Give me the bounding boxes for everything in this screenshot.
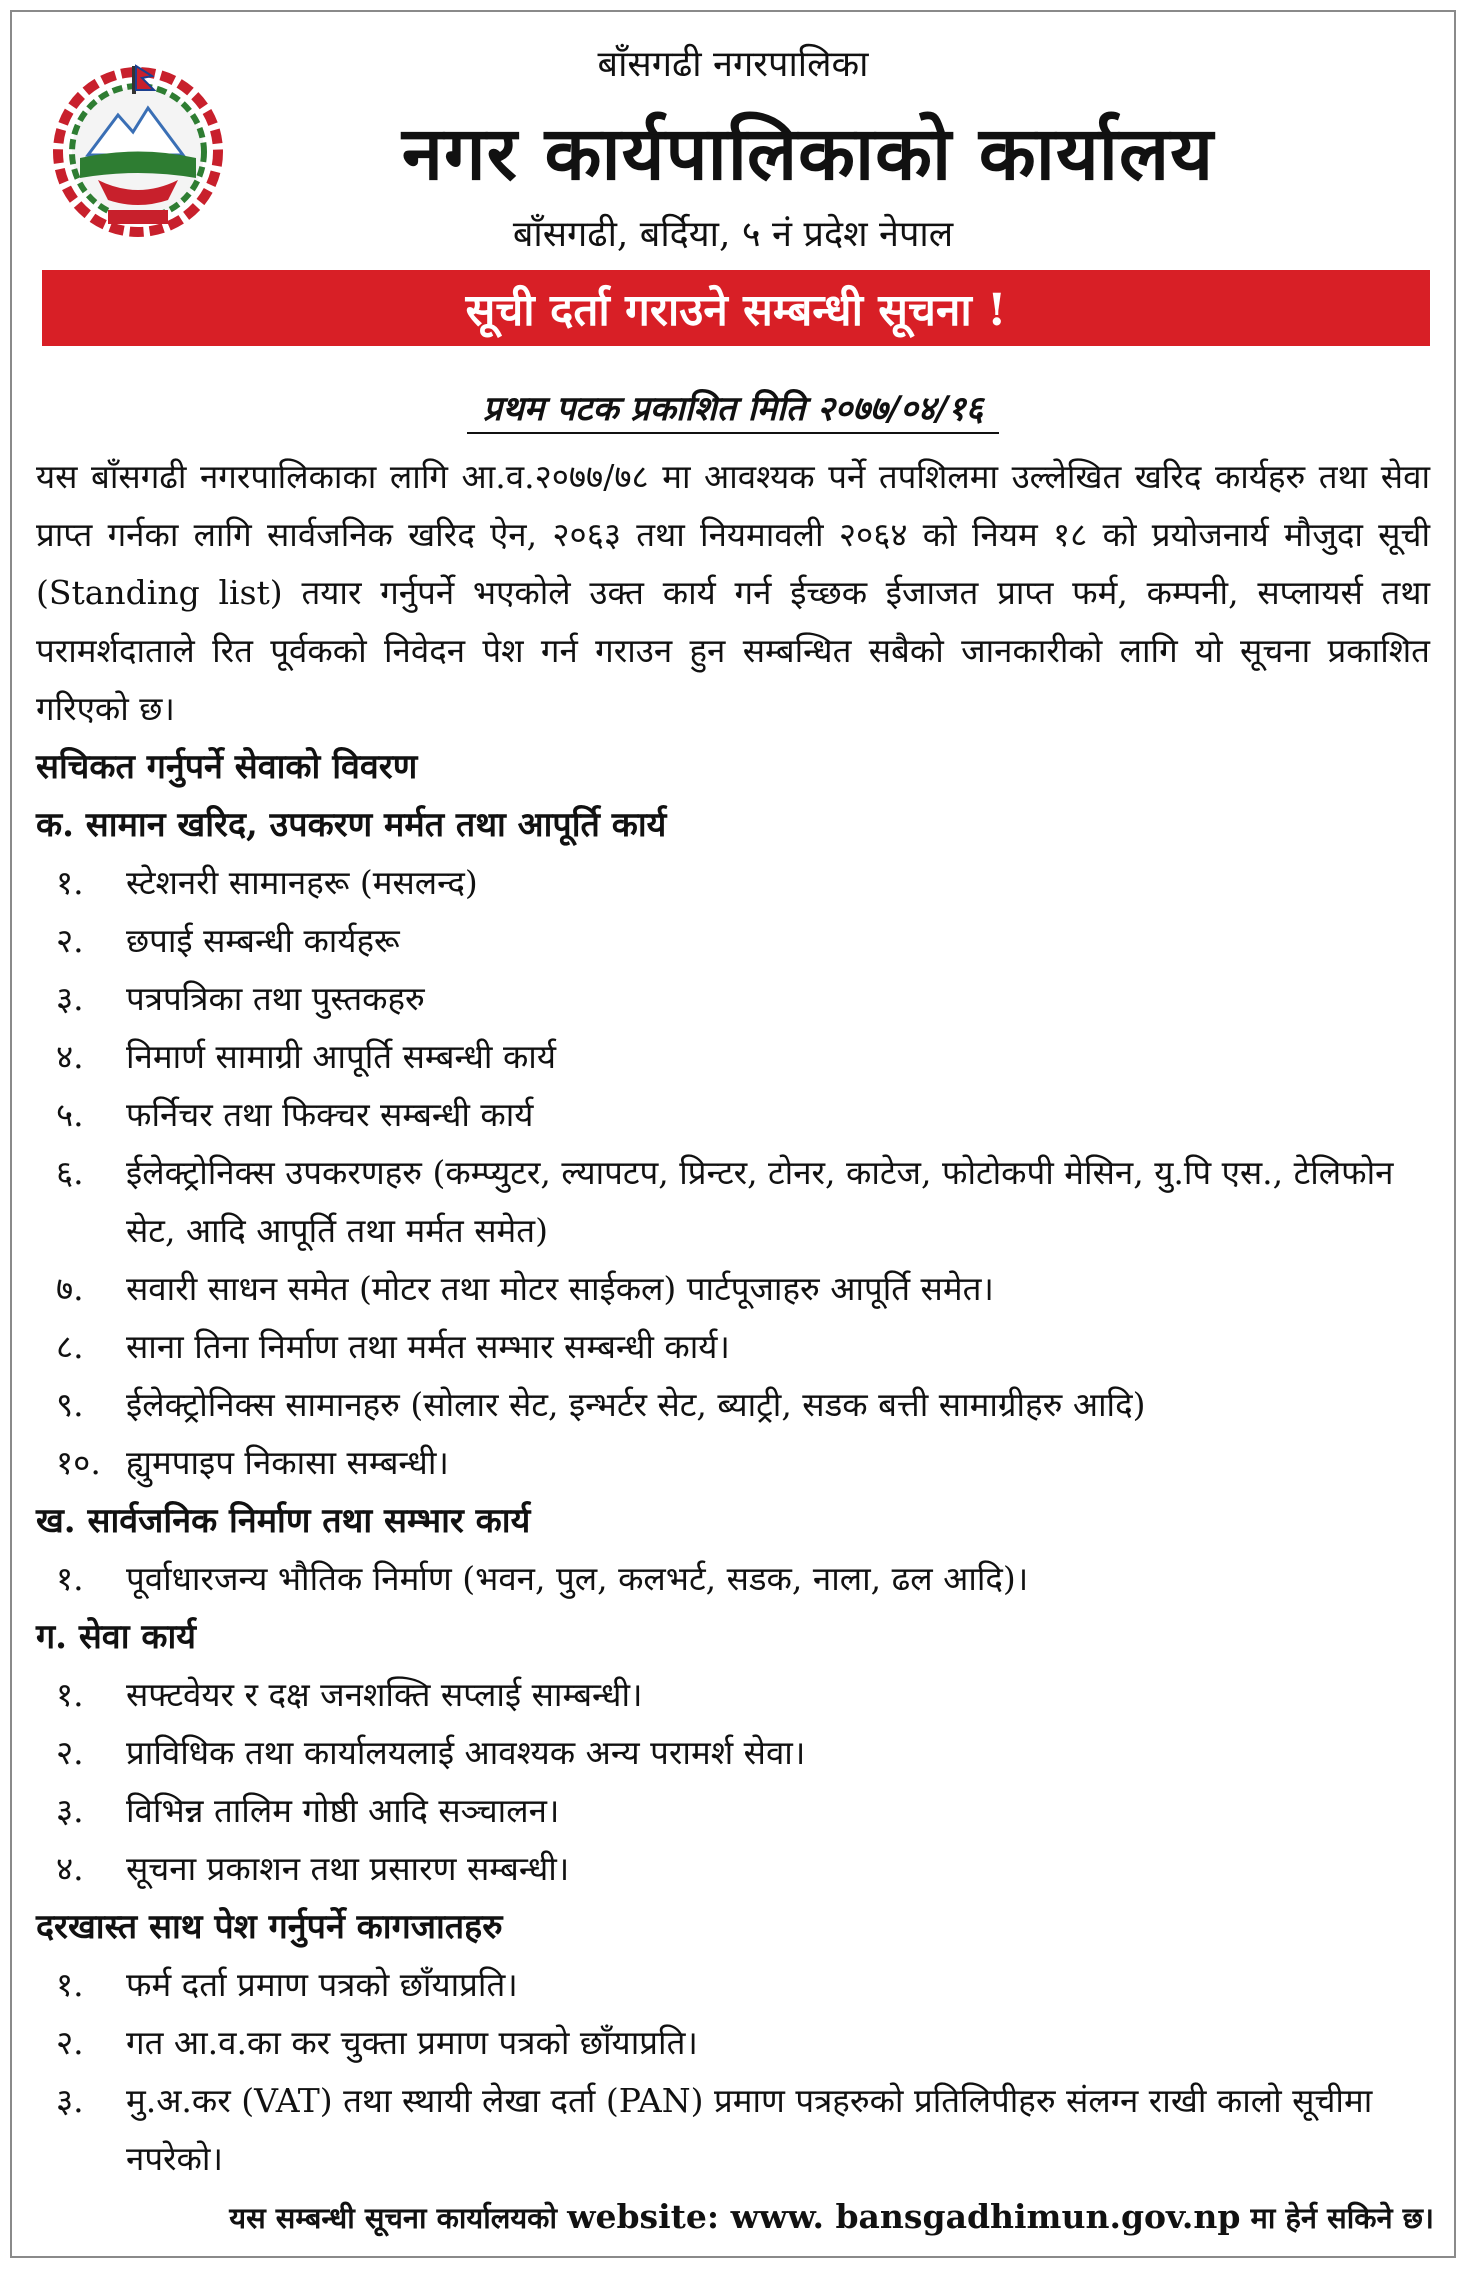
item-number: १.	[56, 1965, 84, 2004]
item-number: ३.	[56, 979, 84, 1018]
section-kha-list	[36, 1550, 1430, 1608]
list-item	[36, 1782, 1430, 1840]
list-item	[36, 1956, 1430, 2014]
list-item	[36, 1144, 1430, 1260]
list-item	[36, 1724, 1430, 1782]
item-text: पूर्वाधारजन्य भौतिक निर्माण (भवन, पुल, कलभर्ट, सडक, नाला, ढल आदि)।	[126, 1559, 1029, 1598]
item-text: पत्रपत्रिका तथा पुस्तकहरु	[126, 979, 425, 1018]
section-ga-list	[36, 1666, 1430, 1898]
list-item	[36, 1434, 1430, 1492]
item-number: २.	[56, 921, 84, 960]
municipality-name: बाँसगढी नगरपालिका	[597, 44, 869, 85]
list-item	[36, 1840, 1430, 1898]
list-item	[36, 912, 1430, 970]
item-number: १.	[56, 863, 84, 902]
publication-date	[12, 384, 1454, 434]
item-number: २.	[56, 1733, 84, 1772]
section-ga-title: ग. सेवा कार्य	[36, 1617, 196, 1657]
item-text: ईलेक्ट्रोनिक्स उपकरणहरु (कम्प्युटर, ल्यापटप, प्रिन्टर, टोनर, काटेज, फोटोकपी मेसिन, यु.पि एस., टेलिफोन सेट, आदि आपूर्ति तथा मर्मत समेत)	[126, 1153, 1394, 1250]
item-text: सवारी साधन समेत (मोटर तथा मोटर साईकल) पार्टपूजाहरु आपूर्ति समेत।	[126, 1269, 994, 1308]
list-item	[36, 1260, 1430, 1318]
list-item	[36, 854, 1430, 912]
item-number: ६.	[56, 1153, 84, 1192]
office-title: नगर कार्यपालिकाको कार्यालय	[401, 111, 1215, 197]
list-item	[36, 1666, 1430, 1724]
item-number: १.	[56, 1559, 84, 1598]
item-number: ४.	[56, 1037, 84, 1076]
item-number: १.	[56, 1675, 84, 1714]
documents-list	[36, 1956, 1430, 2188]
item-number: ३.	[56, 1791, 84, 1830]
office-address: बाँसगढी, बर्दिया, ५ नं प्रदेश नेपाल	[512, 214, 954, 255]
documents-title: दरखास्त साथ पेश गर्नुपर्ने कागजातहरु	[36, 1907, 503, 1947]
list-item	[36, 1086, 1430, 1144]
list-item	[36, 1550, 1430, 1608]
item-number: ८.	[56, 1327, 84, 1366]
item-text: साना तिना निर्माण तथा मर्मत सम्भार सम्बन्धी कार्य।	[126, 1327, 730, 1366]
item-text: गत आ.व.का कर चुक्ता प्रमाण पत्रको छाँयाप्रति।	[126, 2023, 698, 2062]
item-text: ईलेक्ट्रोनिक्स सामानहरु (सोलार सेट, इन्भर्टर सेट, ब्याट्री, सडक बत्ती सामाग्रीहरु आदि)	[126, 1385, 1146, 1424]
section-ka-list	[36, 854, 1430, 1492]
section-kha-title: ख. सार्वजनिक निर्माण तथा सम्भार कार्य	[36, 1501, 531, 1541]
list-item	[36, 2072, 1430, 2188]
item-number: ९.	[56, 1385, 84, 1424]
item-number: २.	[56, 2023, 84, 2062]
item-text: मु.अ.कर (VAT) तथा स्थायी लेखा दर्ता (PAN) प्रमाण पत्रहरुको प्रतिलिपीहरु संलग्न राखी कालो सूचीमा नपरेको।	[126, 2081, 1373, 2178]
list-item	[36, 1028, 1430, 1086]
item-text: ह्युमपाइप निकासा सम्बन्धी।	[126, 1443, 449, 1482]
item-number: ७.	[56, 1269, 84, 1308]
item-text: छपाई सम्बन्धी कार्यहरू	[126, 921, 400, 960]
notice-body	[36, 448, 1430, 2188]
item-text: विभिन्न तालिम गोष्ठी आदि सञ्चालन।	[126, 1791, 560, 1830]
item-text: प्राविधिक तथा कार्यालयलाई आवश्यक अन्य परामर्श सेवा।	[126, 1733, 806, 1772]
notice-page	[10, 10, 1456, 2258]
item-text: सूचना प्रकाशन तथा प्रसारण सम्बन्धी।	[126, 1849, 570, 1888]
website-link[interactable]: website: www. bansgadhimun.gov.np	[567, 2197, 1241, 2236]
list-item	[36, 1318, 1430, 1376]
services-heading: सचिकत गर्नुपर्ने सेवाको विवरण	[36, 747, 418, 787]
item-number: १०.	[56, 1443, 101, 1482]
footer-suffix: मा हेर्न सकिने छ।	[1250, 2201, 1434, 2235]
item-number: ४.	[56, 1849, 84, 1888]
item-text: फर्निचर तथा फिक्चर सम्बन्धी कार्य	[126, 1095, 534, 1134]
item-text: स्टेशनरी सामानहरू (मसलन्द)	[126, 863, 478, 902]
item-text: निमार्ण सामाग्री आपूर्ति सम्बन्धी कार्य	[126, 1037, 556, 1076]
footer-note	[12, 2197, 1434, 2237]
item-text: फर्म दर्ता प्रमाण पत्रको छाँयाप्रति।	[126, 1965, 518, 2004]
item-number: ३.	[56, 2081, 84, 2120]
list-item	[36, 2014, 1430, 2072]
item-text: सफ्टवेयर र दक्ष जनशक्ति सप्लाई साम्बन्धी।	[126, 1675, 643, 1714]
notice-title-banner: सूची दर्ता गराउने सम्बन्धी सूचना !	[42, 270, 1430, 346]
list-item	[36, 1376, 1430, 1434]
item-number: ५.	[56, 1095, 84, 1134]
list-item	[36, 970, 1430, 1028]
publication-date-text: प्रथम पटक प्रकाशित मिति २०७७/०४/१६	[467, 384, 999, 434]
footer-prefix: यस सम्बन्धी सूचना कार्यालयको	[229, 2201, 557, 2235]
section-ka-title: क. सामान खरिद, उपकरण मर्मत तथा आपूर्ति कार्य	[36, 805, 667, 845]
intro-paragraph: यस बाँसगढी नगरपालिकाका लागि आ.व.२०७७/७८ मा आवश्यक पर्ने तपशिलमा उल्लेखित खरिद कार्यहरु तथा सेवा प्राप्त गर्नका लागि सार्वजनिक खरिद ऐन, २०६३ तथा नियमावली २०६४ को नियम १८ को प्रयोजनार्य मौजुदा सूची (Standing list) तयार गर्नुपर्ने भएकोले उक्त कार्य गर्न ईच्छक ईजाजत प्राप्त फर्म, कम्पनी, सप्लायर्स तथा परामर्शदाताले रित पूर्वकको निवेदन पेश गर्न गराउन हुन सम्बन्धित सबैको जानकारीको लागि यो सूचना प्रकाशित गरिएको छ।	[36, 457, 1430, 728]
